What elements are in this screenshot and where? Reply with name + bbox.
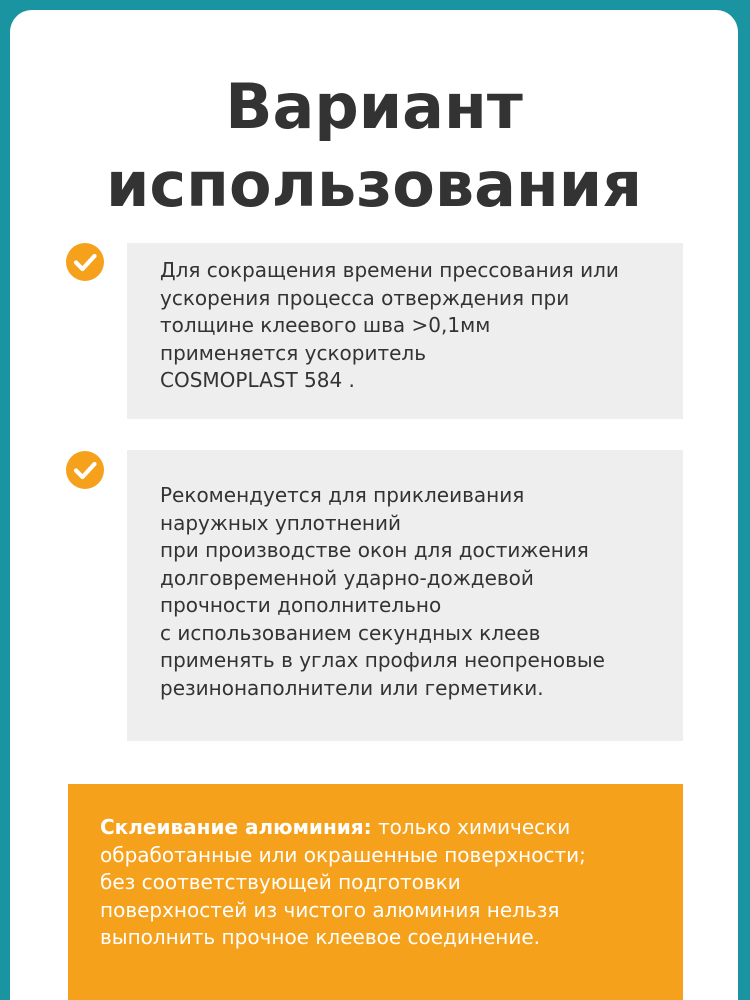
page-title: Вариант использования: [105, 70, 643, 221]
warning-note-body: только химически обработанные или окрашенные поверхности; без соответствующей подготовки поверхностей из чистого алюминия нельзя выполнить прочное клеевое соединение.: [100, 815, 586, 949]
check-circle-icon: [66, 451, 104, 489]
usage-text-2: Рекомендуется для приклеивания наружных уплотнений при производстве окон для достижения долговременной ударно-дождевой прочности дополнительно с использованием секундных клеев применять в углах профиля неопреновые резинонаполнители или герметики.: [160, 483, 605, 700]
check-circle-icon: [66, 243, 104, 281]
usage-box-1: [127, 243, 683, 419]
warning-note-text: [100, 814, 663, 952]
warning-note: [68, 784, 683, 1000]
usage-text-1: Для сокращения времени прессования или ускорения процесса отверждения при толщине клеевого шва >0,1мм применяется ускоритель COSMOPLAST 584 .: [160, 258, 619, 392]
warning-note-label: Склеивание алюминия:: [100, 815, 372, 839]
usage-box-2: [127, 450, 683, 741]
info-card: [10, 10, 738, 1000]
